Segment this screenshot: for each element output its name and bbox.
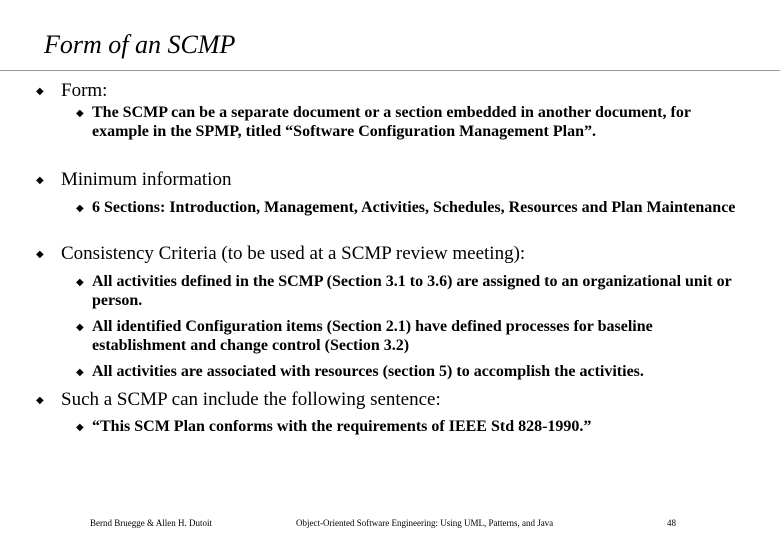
diamond-bullet-icon: ◆: [76, 203, 84, 214]
diamond-bullet-icon: ◆: [76, 322, 84, 333]
diamond-bullet-icon: ◆: [76, 367, 84, 378]
footer-page-number: 48: [667, 518, 676, 528]
bullet-heading: Minimum information: [61, 169, 232, 190]
sub-bullet: [76, 317, 736, 355]
sub-bullet: [76, 417, 736, 436]
sub-bullet: [76, 362, 736, 381]
diamond-bullet-icon: ◆: [36, 249, 44, 260]
diamond-bullet-icon: ◆: [36, 86, 44, 97]
diamond-bullet-icon: ◆: [36, 395, 44, 406]
sub-bullet: [76, 272, 736, 310]
diamond-bullet-icon: ◆: [36, 175, 44, 186]
sub-bullet: [76, 198, 736, 217]
diamond-bullet-icon: ◆: [76, 422, 84, 433]
bullet-heading: Consistency Criteria (to be used at a SCMP review meeting):: [61, 243, 526, 264]
sub-bullet-text: All activities defined in the SCMP (Section 3.1 to 3.6) are assigned to an organizational unit or person.: [92, 273, 732, 309]
bullet-heading: Such a SCMP can include the following sentence:: [61, 389, 441, 410]
sub-bullet: [76, 103, 736, 141]
diamond-bullet-icon: ◆: [76, 277, 84, 288]
sub-bullet-text: The SCMP can be a separate document or a section embedded in another document, for example in the SPMP, titled “Software Configuration Management Plan”.: [92, 104, 691, 140]
footer-authors: Bernd Bruegge & Allen H. Dutoit: [90, 518, 212, 528]
sub-bullet-text: All activities are associated with resources (section 5) to accomplish the activities.: [92, 363, 644, 380]
sub-bullet-text: 6 Sections: Introduction, Management, Activities, Schedules, Resources and Plan Maintenance: [92, 199, 736, 216]
footer-book-title: Object-Oriented Software Engineering: Using UML, Patterns, and Java: [296, 518, 554, 528]
sub-bullet-text: “This SCM Plan conforms with the requirements of IEEE Std 828-1990.”: [92, 418, 592, 435]
diamond-bullet-icon: ◆: [76, 108, 84, 119]
slide-title: Form of an SCMP: [44, 30, 236, 59]
bullet-heading: Form:: [61, 80, 108, 101]
title-divider: [0, 70, 780, 71]
sub-bullet-text: All identified Configuration items (Section 2.1) have defined processes for baseline establishment and change control (Section 3.2): [92, 318, 653, 354]
